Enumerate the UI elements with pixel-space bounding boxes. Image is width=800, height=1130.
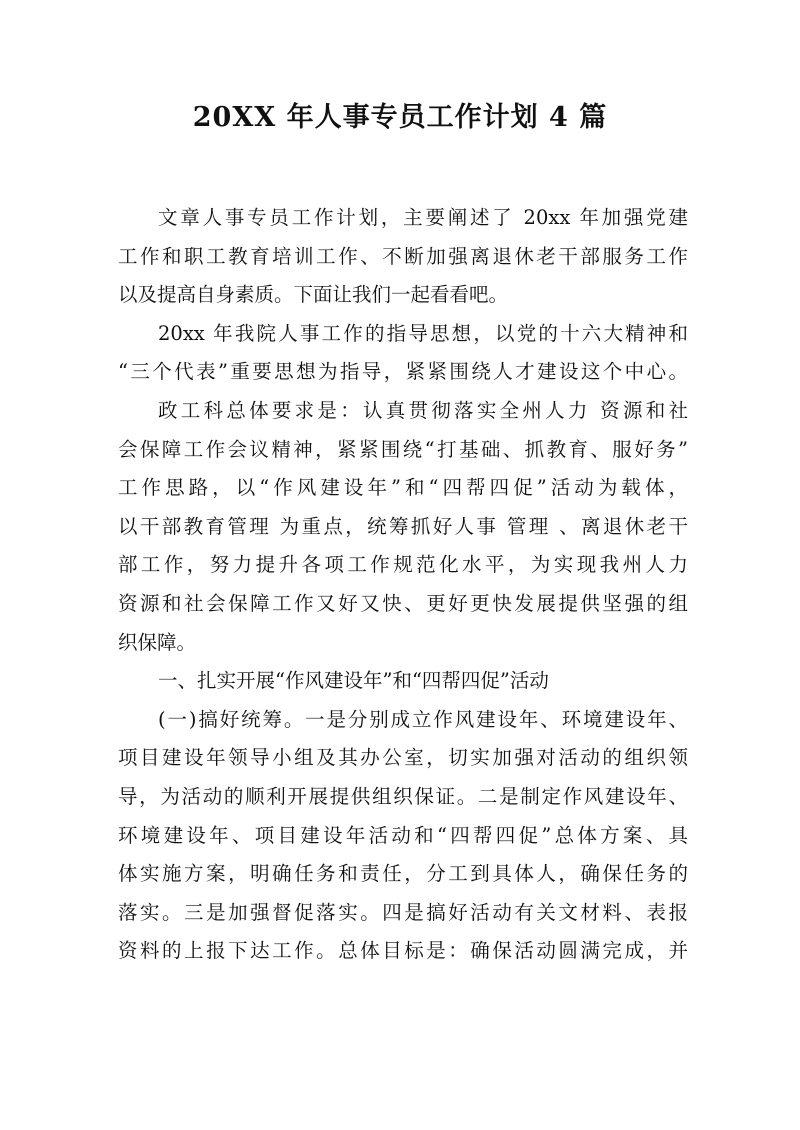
- text-line: “三个代表”重要思想为指导，紧紧围绕人才建设这个中心。: [118, 360, 688, 384]
- text-line: 资源和社会保障工作又好又快、更好更快发展提供坚强的组: [118, 591, 688, 615]
- text-line: 工作思路，以“作风建设年”和“四帮四促”活动为载体，: [118, 476, 688, 500]
- document-body: [118, 199, 688, 971]
- text-line: 工作和职工教育培训工作、不断加强离退休老干部服务工作: [118, 244, 688, 268]
- text-line: 环境建设年、项目建设年活动和“四帮四促”总体方案、具: [118, 823, 688, 847]
- paragraph-overall-requirements: [118, 392, 688, 662]
- text-line: (一)搞好统筹。一是分别成立作风建设年、环境建设年、: [158, 707, 688, 731]
- text-line: 20xx 年我院人事工作的指导思想，以党的十六大精神和: [158, 321, 688, 345]
- document-title: 20XX 年人事专员工作计划 4 篇: [192, 102, 608, 133]
- text-line: 部工作，努力提升各项工作规范化水平，为实现我州人力: [118, 553, 688, 577]
- text-line: 以干部教育管理 为重点，统筹抓好人事 管理 、离退休老干: [118, 514, 688, 538]
- paragraph-guiding-idea: [118, 315, 688, 392]
- paragraph-intro: [118, 199, 688, 315]
- text-line: 资料的上报下达工作。总体目标是：确保活动圆满完成，并: [118, 939, 688, 963]
- section-heading-text: 一、扎实开展“作风建设年”和“四帮四促”活动: [158, 669, 549, 693]
- text-line: 体实施方案，明确任务和责任，分工到具体人，确保任务的: [118, 862, 688, 886]
- text-line: 落实。三是加强督促落实。四是搞好活动有关文材料、表报: [118, 900, 688, 924]
- text-line: 政工科总体要求是：认真贯彻落实全州人力 资源和社: [158, 398, 688, 422]
- paragraph-coordination: [118, 701, 688, 971]
- section-heading: [118, 662, 688, 701]
- text-line: 项目建设年领导小组及其办公室，切实加强对活动的组织领: [118, 746, 688, 770]
- text-line: 织保障。: [118, 630, 197, 654]
- text-line: 导，为活动的顺利开展提供组织保证。二是制定作风建设年、: [118, 784, 688, 808]
- text-line: 以及提高自身素质。下面让我们一起看看吧。: [118, 283, 509, 307]
- text-line: 文章人事专员工作计划，主要阐述了 20xx 年加强党建: [158, 206, 688, 229]
- text-line: 会保障工作会议精神，紧紧围绕“打基础、抓教育、服好务”: [118, 437, 688, 461]
